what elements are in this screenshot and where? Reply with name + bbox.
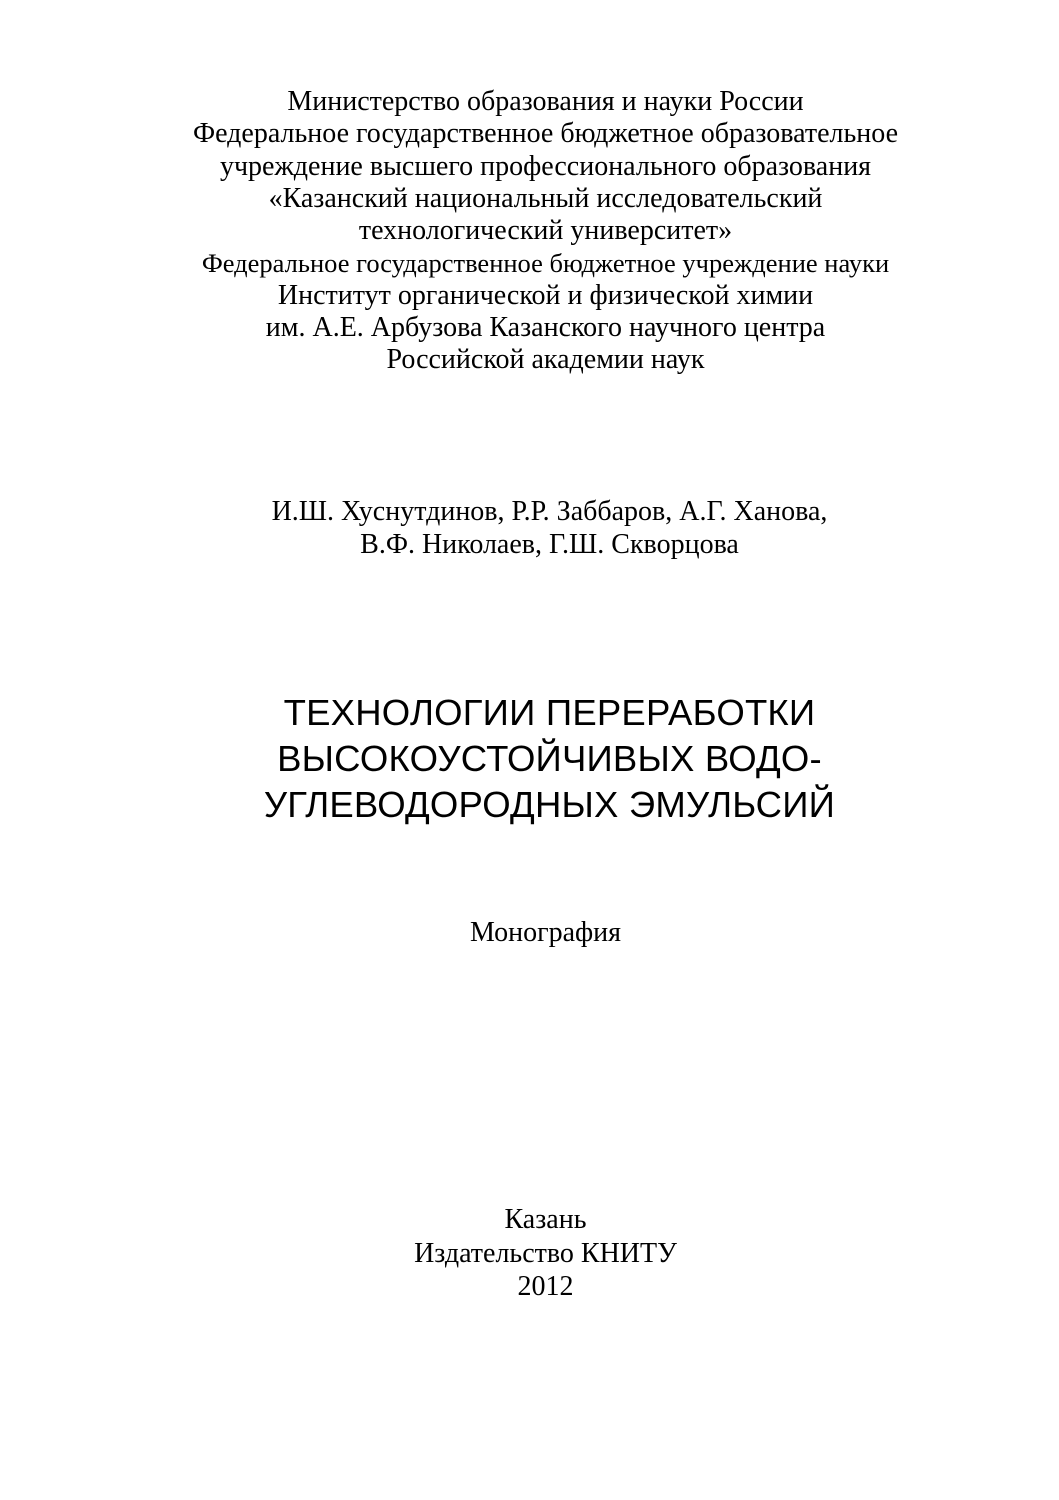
- organization-line: технологический университет»: [358, 215, 733, 247]
- imprint-publisher: Издательство КНИТУ: [414, 1237, 677, 1269]
- genre-label: Монография: [469, 917, 622, 948]
- organization-header: [16, 86, 1059, 377]
- imprint-city: Казань: [504, 1204, 587, 1235]
- imprint: [16, 1203, 1059, 1304]
- organization-line: Институт органической и физической химии: [277, 279, 814, 311]
- genre: [16, 916, 1059, 949]
- book-title-line: ТЕХНОЛОГИИ ПЕРЕРАБОТКИ: [283, 692, 816, 733]
- authors: [20, 495, 1059, 561]
- imprint-year: 2012: [517, 1271, 574, 1302]
- book-title-line: УГЛЕВОДОРОДНЫХ ЭМУЛЬСИЙ: [263, 784, 836, 825]
- organization-line: «Казанский национальный исследовательский: [268, 182, 823, 214]
- authors-line: И.Ш. Хуснутдинов, Р.Р. Заббаров, А.Г. Ханова,: [271, 496, 828, 527]
- organization-line: Российской академии наук: [386, 344, 705, 376]
- organization-line: им. А.Е. Арбузова Казанского научного центра: [265, 312, 826, 344]
- authors-line: В.Ф. Николаев, Г.Ш. Скворцова: [360, 529, 739, 560]
- organization-line: Министерство образования и науки России: [287, 86, 804, 117]
- book-title-line: ВЫСОКОУСТОЙЧИВЫХ ВОДО-: [277, 738, 822, 779]
- organization-line: учреждение высшего профессионального образования: [219, 150, 872, 182]
- organization-line: Федеральное государственное бюджетное образовательное: [192, 118, 899, 150]
- organization-line: Федеральное государственное бюджетное учреждение науки: [201, 248, 890, 279]
- book-title: [20, 690, 1059, 828]
